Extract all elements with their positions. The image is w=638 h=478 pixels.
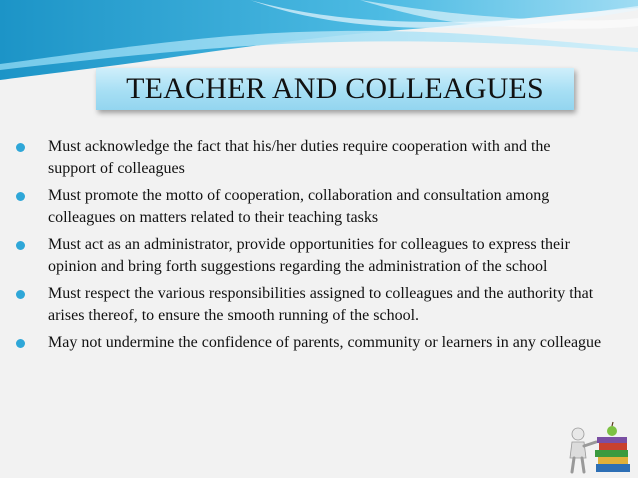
person-with-books-icon	[566, 420, 632, 474]
bullet-item	[10, 185, 602, 229]
slide-title: TEACHER AND COLLEAGUES	[126, 72, 544, 105]
bullet-text: May not undermine the confidence of parents, community or learners in any colleague	[48, 334, 602, 351]
bullet-text: Must acknowledge the fact that his/her duties require cooperation with and the support of colleagues	[48, 138, 551, 177]
bullet-text: Must act as an administrator, provide opportunities for colleagues to express their opinion and bring forth suggestions regarding the administration of the school	[48, 236, 570, 275]
bullet-item	[10, 283, 602, 327]
title-box	[96, 68, 574, 110]
bullet-list	[10, 136, 602, 359]
bullet-item	[10, 234, 602, 278]
bullet-dot-icon	[16, 241, 25, 250]
bullet-dot-icon	[16, 290, 25, 299]
bullet-item	[10, 136, 602, 180]
bullet-text: Must respect the various responsibilities assigned to colleagues and the authority that arises thereof, to ensure the smooth running of the school.	[48, 285, 594, 324]
bullet-item	[10, 332, 602, 354]
bullet-dot-icon	[16, 143, 25, 152]
bullet-dot-icon	[16, 192, 25, 201]
bullet-text: Must promote the motto of cooperation, collaboration and consultation among colleagues on matters related to their teaching tasks	[48, 187, 550, 226]
bullet-dot-icon	[16, 339, 25, 348]
